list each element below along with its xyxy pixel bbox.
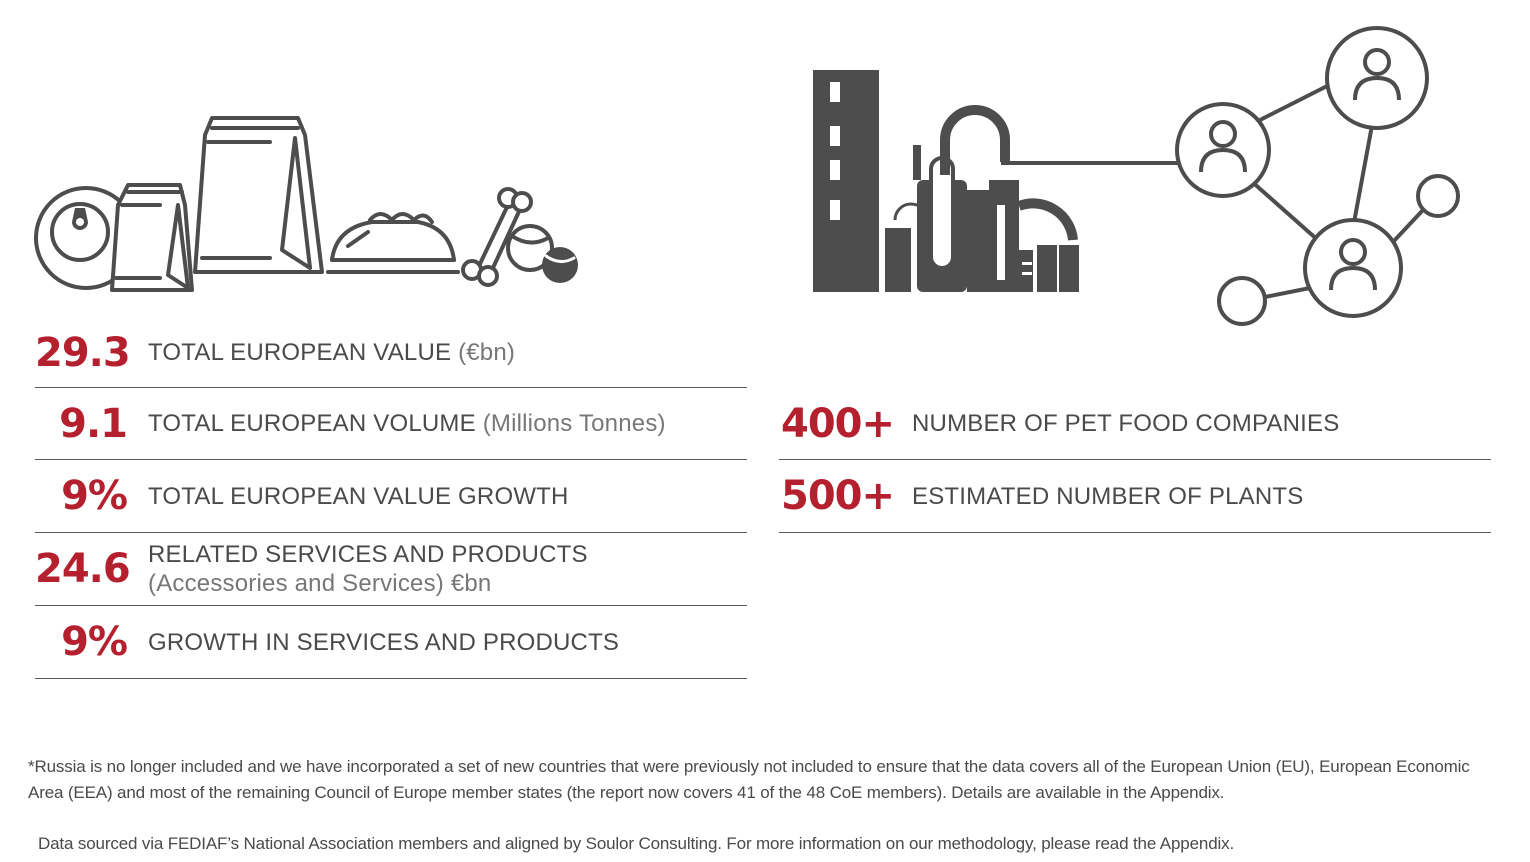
stat-label: TOTAL EUROPEAN VALUE (€bn): [148, 339, 516, 366]
stat-value: 400+: [780, 400, 894, 447]
stat-label: ESTIMATED NUMBER OF PLANTS: [912, 482, 1304, 510]
footnote-russia: *Russia is no longer included and we have incorporated a set of new countries that were previously not included to ensure that the data covers all of the European Union (EU), European Economic Area (EEA) and most of the remaining Council of Europe member states (the report now covers 41 of the 48 CoE members). Details are available in the Appendix.: [28, 757, 1470, 802]
stat-label: GROWTH IN SERVICES AND PRODUCTS: [148, 628, 620, 656]
stat-label: TOTAL EUROPEAN VALUE GROWTH: [148, 482, 569, 510]
small-food-bag-icon: [112, 185, 192, 290]
stat-value: 500+: [780, 473, 894, 519]
stat-row-number-of-plants: [779, 460, 1491, 533]
footnote-data-source: Data sourced via FEDIAF’s National Association members and aligned by Soulor Consulting. For more information on our methodology, please read the Appendix.: [38, 834, 1235, 853]
stat-value: 24.6: [35, 546, 130, 592]
stat-label: NUMBER OF PET FOOD COMPANIES: [912, 410, 1340, 437]
factory-and-network-icon: [805, 20, 1470, 330]
stat-row-growth-in-services-and-products: [35, 606, 747, 679]
stat-row-total-european-value: [35, 318, 747, 388]
stat-value: 29.3: [35, 329, 130, 376]
stat-row-total-european-volume: [35, 388, 747, 460]
stat-row-pet-food-companies: [779, 388, 1491, 460]
stat-value: 9.1: [59, 400, 127, 447]
stat-label: TOTAL EUROPEAN VOLUME (Millions Tonnes): [148, 410, 666, 437]
stat-label: RELATED SERVICES AND PRODUCTS (Accessories and Services) €bn: [148, 541, 588, 597]
food-bowl-icon: [328, 214, 458, 272]
stat-value: 9%: [61, 473, 127, 519]
stat-row-total-european-value-growth: [35, 460, 747, 533]
stat-row-related-services-and-products: [35, 533, 747, 606]
pet-food-products-icon: [30, 110, 590, 300]
people-network-icon: [1177, 28, 1458, 324]
bone-and-ball-icon: [463, 189, 578, 285]
stat-value: 9%: [61, 619, 127, 665]
large-food-bag-icon: [195, 118, 322, 272]
factory-icon: [813, 70, 1180, 292]
